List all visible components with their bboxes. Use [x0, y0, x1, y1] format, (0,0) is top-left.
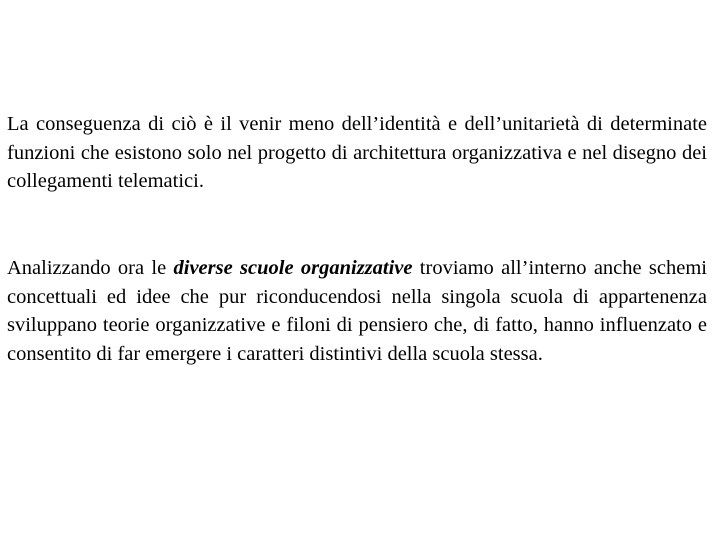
paragraph-second	[7, 254, 707, 368]
paragraph-first: La conseguenza di ciò è il venir meno dell’identità e dell’unitarietà di determinate funzioni che esistono solo nel progetto di architettura organizzativa e nel disegno dei collegamenti telematici.	[7, 113, 707, 192]
emphasized-phrase: diverse scuole organizzative	[173, 257, 413, 279]
paragraph-second-intro: Analizzando ora le	[7, 257, 174, 279]
paragraph-second-rest: troviamo all’interno anche schemi concettuali ed idee che pur riconducendosi nella singola scuola di appartenenza sviluppano teorie organizzative e filoni di pensiero che, di fatto, hanno influenzato e consentito di far emergere i caratteri distintivi della scuola stessa.	[7, 257, 708, 365]
